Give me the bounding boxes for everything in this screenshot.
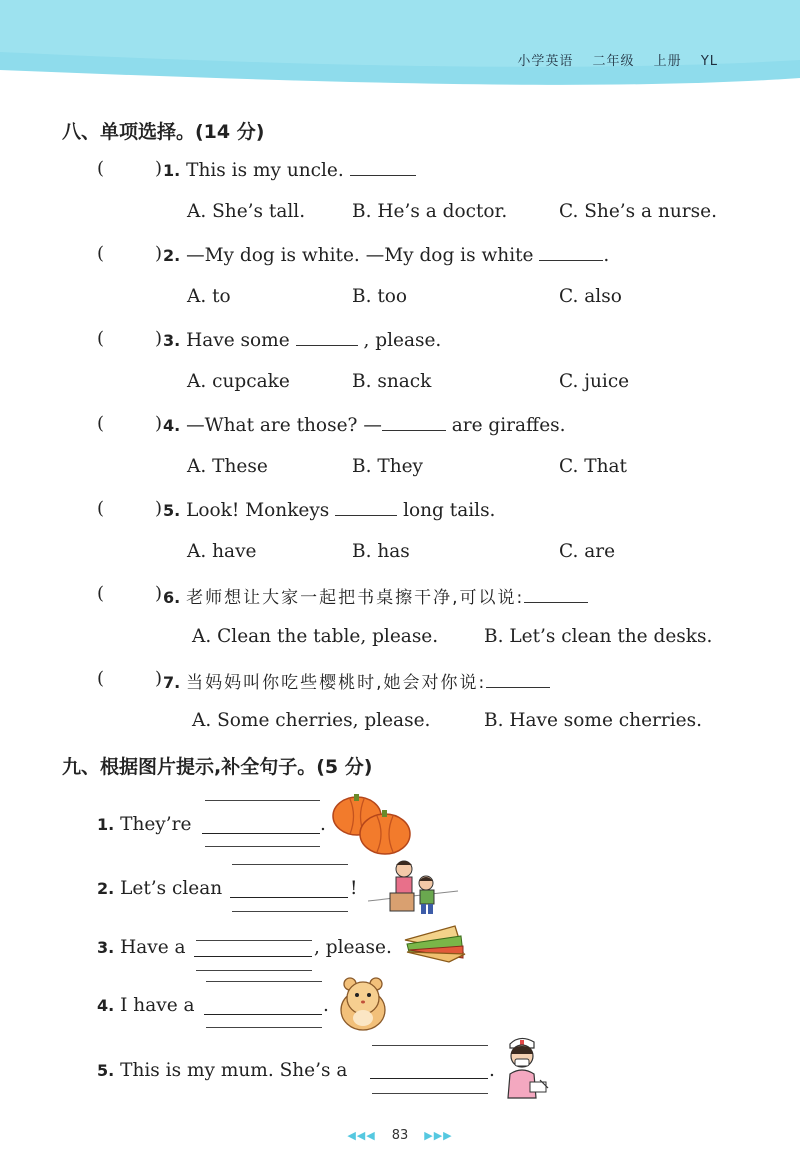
item-punct: . — [323, 995, 329, 1016]
fill-item-4 — [97, 995, 195, 1016]
header-band — [0, 0, 800, 90]
writing-guide-line — [206, 981, 322, 982]
option-b[interactable]: B. They — [352, 456, 424, 477]
option-b[interactable]: B. has — [352, 541, 410, 562]
option-c[interactable]: C. That — [559, 456, 627, 477]
question-text-after: , please. — [363, 330, 442, 351]
item-text: Have a — [120, 937, 186, 958]
item-punct: ! — [350, 878, 358, 899]
answer-paren-close: ) — [155, 668, 163, 689]
prev-arrows-icon: ◀◀◀ — [347, 1129, 376, 1142]
pumpkins-picture — [330, 792, 412, 858]
answer-paren-open: ( — [97, 668, 105, 689]
option-b[interactable]: B. Let’s clean the desks. — [484, 626, 713, 647]
item-number: 3. — [97, 938, 115, 957]
children-cleaning-desk-picture — [368, 855, 460, 921]
option-b[interactable]: B. snack — [352, 371, 432, 392]
item-text: Let’s clean — [120, 878, 223, 899]
question-text: 当妈妈叫你吃些樱桃时,她会对你说: — [186, 673, 487, 693]
writing-guide-line — [196, 970, 312, 971]
page-footer — [0, 1128, 800, 1143]
answer-paren-close: ) — [155, 328, 163, 349]
question-5 — [163, 498, 495, 521]
question-number: 7. — [163, 673, 181, 692]
header-grade: 二年级 — [592, 54, 635, 69]
question-text: Have some — [186, 330, 290, 351]
fill-item-5 — [97, 1060, 347, 1081]
item-punct: , please. — [314, 937, 392, 958]
option-b[interactable]: B. too — [352, 286, 408, 307]
item-number: 1. — [97, 815, 115, 834]
item-text: I have a — [120, 995, 195, 1016]
writing-guide-line — [372, 1045, 488, 1046]
answer-paren-close: ) — [155, 413, 163, 434]
question-6 — [163, 583, 588, 608]
option-a[interactable]: A. Some cherries, please. — [192, 710, 431, 731]
option-a[interactable]: A. These — [187, 456, 268, 477]
item-punct: . — [489, 1060, 495, 1081]
question-number: 5. — [163, 501, 181, 520]
answer-line[interactable] — [204, 1014, 322, 1015]
question-text: —My dog is white. —My dog is white — [186, 245, 534, 266]
answer-paren-close: ) — [155, 243, 163, 264]
question-3 — [163, 328, 441, 351]
header-edition: YL — [700, 54, 718, 69]
item-text: They’re — [120, 814, 192, 835]
section8-title: 八、单项选择。(14 分) — [62, 121, 265, 143]
question-1 — [163, 158, 416, 181]
answer-blank[interactable] — [524, 585, 588, 603]
option-c[interactable]: C. She’s a nurse. — [559, 201, 717, 222]
option-c[interactable]: C. are — [559, 541, 616, 562]
answer-paren-close: ) — [155, 583, 163, 604]
question-number: 1. — [163, 161, 181, 180]
item-punct: . — [320, 814, 326, 835]
writing-guide-line — [232, 911, 348, 912]
sandwich-picture — [403, 922, 467, 964]
nurse-picture — [500, 1034, 552, 1100]
question-4 — [163, 413, 566, 436]
item-number: 5. — [97, 1061, 115, 1080]
option-b[interactable]: B. He’s a doctor. — [352, 201, 508, 222]
answer-paren-open: ( — [97, 498, 105, 519]
fill-item-2 — [97, 878, 222, 899]
header-info — [503, 50, 718, 69]
option-c[interactable]: C. also — [559, 286, 622, 307]
answer-blank[interactable] — [296, 328, 358, 346]
question-text: 老师想让大家一起把书桌擦干净,可以说: — [186, 588, 525, 608]
hamster-picture — [336, 974, 390, 1032]
fill-item-1 — [97, 814, 191, 835]
header-subject: 小学英语 — [517, 54, 574, 69]
question-text: Look! Monkeys — [186, 500, 330, 521]
question-text: —What are those? — — [186, 415, 382, 436]
section9-title: 九、根据图片提示,补全句子。(5 分) — [62, 756, 373, 778]
answer-blank[interactable] — [486, 670, 550, 688]
header-term: 上册 — [653, 54, 682, 69]
answer-line[interactable] — [370, 1078, 488, 1079]
question-number: 6. — [163, 588, 181, 607]
answer-line[interactable] — [230, 897, 348, 898]
question-text-after: long tails. — [403, 500, 496, 521]
answer-paren-open: ( — [97, 328, 105, 349]
answer-blank[interactable] — [539, 243, 603, 261]
writing-guide-line — [232, 864, 348, 865]
question-7 — [163, 668, 550, 693]
question-2 — [163, 243, 609, 266]
question-number: 3. — [163, 331, 181, 350]
question-text: This is my uncle. — [186, 160, 344, 181]
option-a[interactable]: A. cupcake — [187, 371, 290, 392]
answer-blank[interactable] — [382, 413, 446, 431]
page-number: 83 — [391, 1128, 409, 1143]
writing-guide-line — [372, 1093, 488, 1094]
question-number: 4. — [163, 416, 181, 435]
option-a[interactable]: A. to — [187, 286, 231, 307]
item-text: This is my mum. She’s a — [120, 1060, 348, 1081]
fill-item-3 — [97, 937, 186, 958]
next-arrows-icon: ▶▶▶ — [424, 1129, 453, 1142]
option-a[interactable]: A. She’s tall. — [187, 201, 306, 222]
answer-paren-open: ( — [97, 243, 105, 264]
option-b[interactable]: B. Have some cherries. — [484, 710, 702, 731]
writing-guide-line — [205, 846, 320, 847]
question-text-after: . — [603, 245, 610, 266]
answer-blank[interactable] — [335, 498, 397, 516]
item-number: 4. — [97, 996, 115, 1015]
writing-guide-line — [206, 1027, 322, 1028]
answer-line[interactable] — [194, 956, 312, 957]
answer-paren-open: ( — [97, 413, 105, 434]
answer-blank[interactable] — [350, 158, 416, 176]
answer-paren-open: ( — [97, 583, 105, 604]
answer-paren-close: ) — [155, 498, 163, 519]
option-c[interactable]: C. juice — [559, 371, 630, 392]
option-a[interactable]: A. have — [187, 541, 257, 562]
writing-guide-line — [205, 800, 320, 801]
question-text-after: are giraffes. — [451, 415, 566, 436]
answer-paren-open: ( — [97, 158, 105, 179]
question-number: 2. — [163, 246, 181, 265]
item-number: 2. — [97, 879, 115, 898]
writing-guide-line — [196, 940, 312, 941]
answer-paren-close: ) — [155, 158, 163, 179]
answer-line[interactable] — [202, 833, 320, 834]
option-a[interactable]: A. Clean the table, please. — [192, 626, 439, 647]
